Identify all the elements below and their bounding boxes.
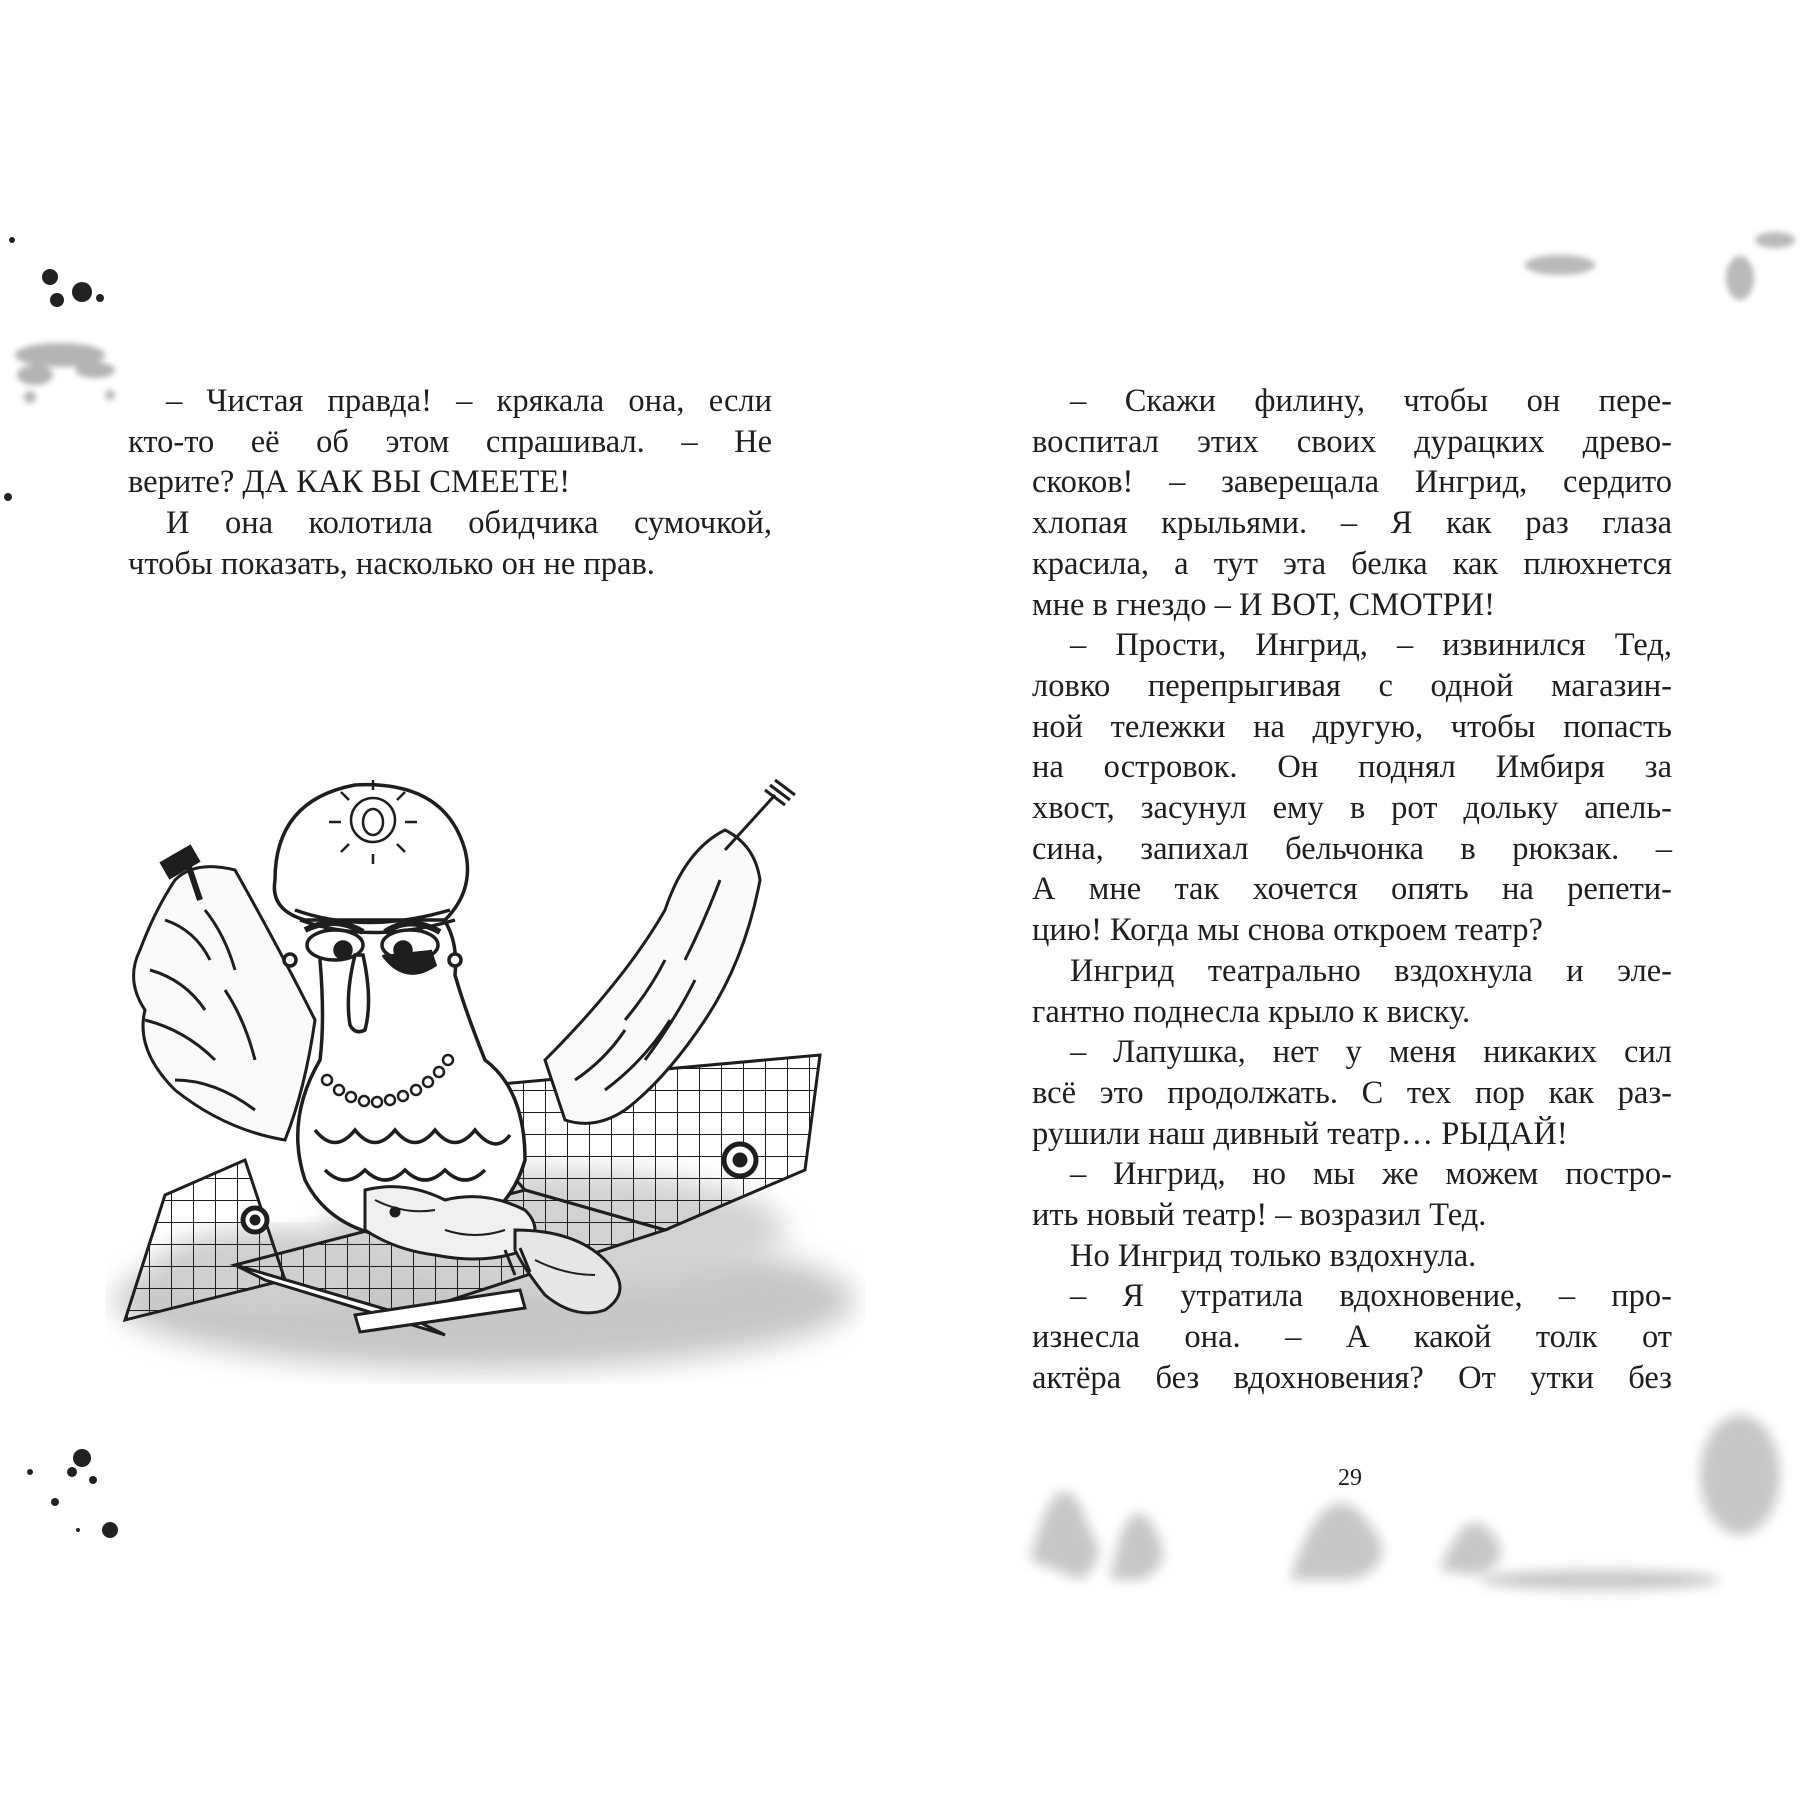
text-line: мне в гнездо – И ВОТ, СМОТРИ!: [1032, 586, 1495, 623]
text-line: верите? ДА КАК ВЫ СМЕЕТЕ!: [128, 464, 571, 501]
text-line: скоков! – заверещала Ингрид, сердито: [1032, 464, 1672, 501]
text-line: И она колотила обидчика сумочкой,: [166, 505, 772, 542]
text-line: изнесла она. – А какой толк от: [1032, 1319, 1672, 1356]
text-line: – Ингрид, но мы же можем постро-: [1070, 1156, 1672, 1193]
text-line: – Скажи филину, чтобы он пере-: [1070, 383, 1672, 419]
text-line: ловко перепрыгивая с одной магазин-: [1032, 667, 1672, 704]
text-line: на островок. Он поднял Имбиря за: [1032, 749, 1672, 786]
text-line: чтобы показать, насколько он не прав.: [128, 545, 655, 582]
text-line: – Прости, Ингрид, – извинился Тед,: [1070, 627, 1672, 664]
text-line: сина, запихал бельчонка в рюкзак. –: [1032, 830, 1672, 867]
text-line: А мне так хочется опять на репети-: [1032, 871, 1672, 908]
text-line: хвост, засунул ему в рот дольку апель-: [1032, 790, 1672, 827]
text-line: воспитал этих своих дурацких древо-: [1032, 423, 1672, 460]
left-page-text: [128, 381, 772, 585]
text-line: – Чистая правда! – крякала она, если: [166, 383, 772, 419]
text-line: хлопая крыльями. – Я как раз глаза: [1032, 505, 1672, 542]
page-number: 29: [1338, 1465, 1362, 1491]
text-line: актёра без вдохновения? От утки без: [1032, 1359, 1672, 1396]
text-line: – Лапушка, нет у меня никаких сил: [1070, 1034, 1672, 1071]
text-line: гантно поднесла крыло к виску.: [1032, 993, 1471, 1030]
text-line: красила, а тут эта белка как плюхнется: [1032, 545, 1672, 582]
right-page-text: [1032, 381, 1672, 1399]
text-line: рушили наш дивный театр… РЫДАЙ!: [1032, 1115, 1568, 1152]
text-line: Но Ингрид только вздохнула.: [1070, 1237, 1477, 1274]
text-line: цию! Когда мы снова откроем театр?: [1032, 912, 1543, 949]
text-line: – Я утратила вдохновение, – про-: [1070, 1278, 1672, 1315]
text-line: всё это продолжать. С тех пор как раз-: [1032, 1074, 1672, 1111]
duck-in-shopping-cart-illustration: [105, 760, 865, 1420]
text-line: ной тележки на другую, чтобы попасть: [1032, 708, 1672, 745]
text-line: ить новый театр! – возразил Тед.: [1032, 1197, 1487, 1234]
text-line: кто-то её об этом спрашивал. – Не: [128, 423, 772, 460]
text-line: Ингрид театрально вздохнула и эле-: [1070, 952, 1672, 989]
